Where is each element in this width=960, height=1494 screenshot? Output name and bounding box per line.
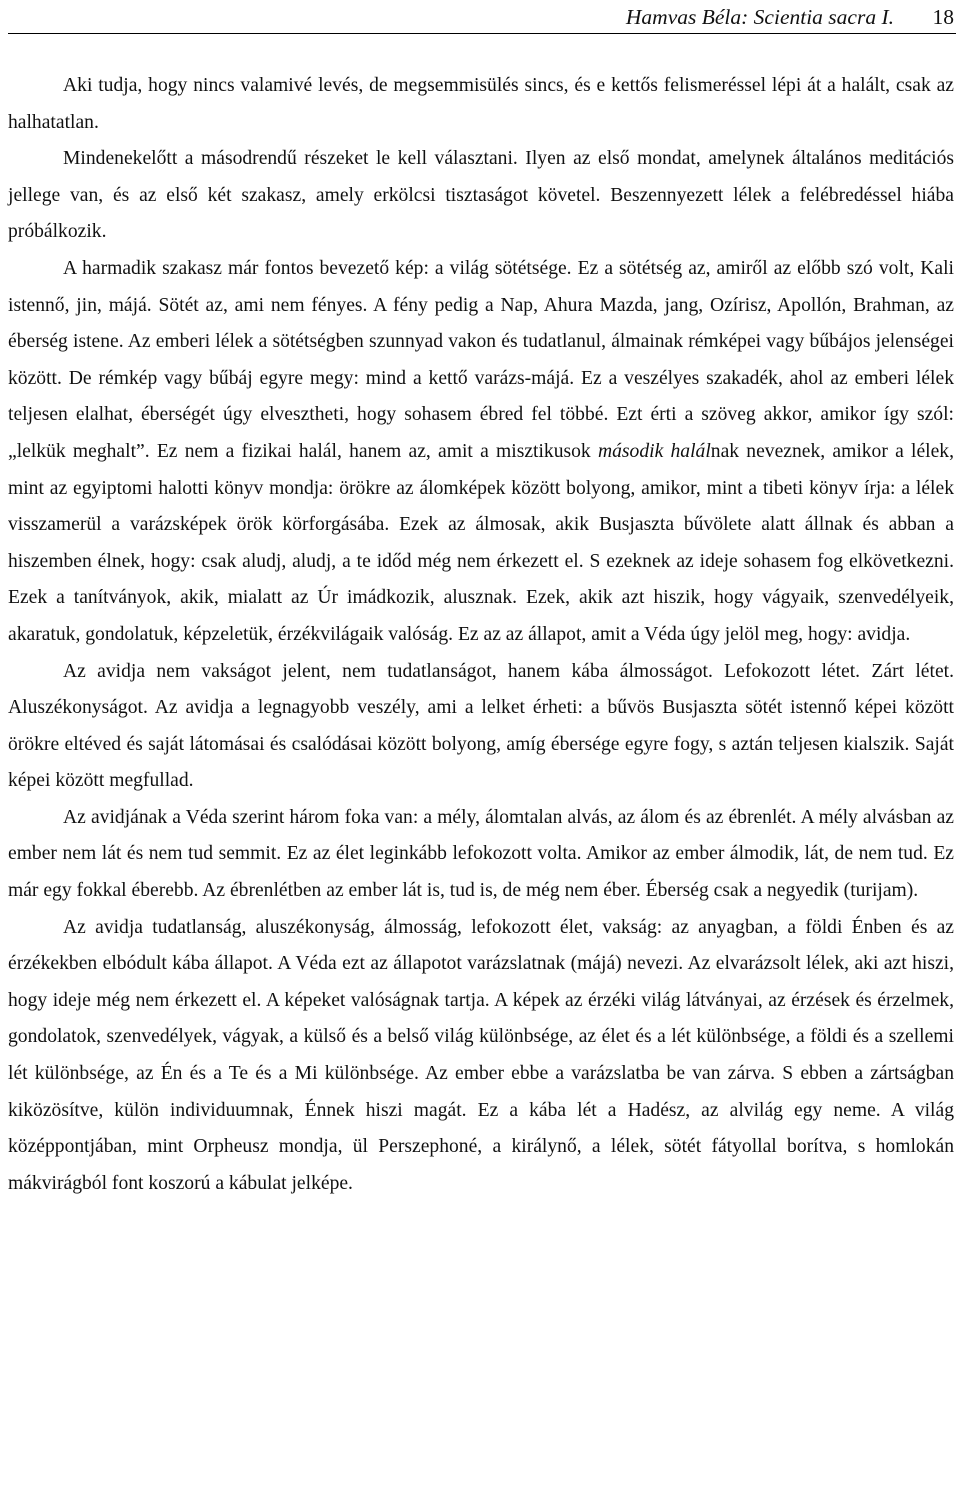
- emphasis-masodik-halal: második halál: [597, 440, 711, 462]
- paragraph-2: Mindenekelőtt a másodrendű részeket le kell választani. Ilyen az első mondat, amelynek általános meditációs jellege van, és az első két szakasz, amely erkölcsi tisztaságot követel. Beszennyezett lélek a felébredéssel hiába próbálkozik.: [8, 148, 954, 243]
- paragraph-1: Aki tudja, hogy nincs valamivé levés, de megsemmisülés sincs, és e kettős felismeréssel lépi át a halált, csak az halhatatlan.: [8, 75, 954, 133]
- main-text: [8, 68, 954, 1202]
- paragraph-6: Az avidja tudatlanság, aluszékonyság, álmosság, lefokozott élet, vakság: az anyagban, a földi Énben és az érzékekben elbódult kába állapot. A Véda ezt az állapotot varázslatnak (májá) nevezi. Az elvarázsolt lélek, aki azt hiszi, hogy ideje még nem érkezett el. A képeket valóságnak tartja. A képek az érzéki világ látványai, az érzések és érzelmek, gondolatok, szenvedélyek, vágyak, a külső és a belső világ különbsége, az élet és a lét különbsége, a földi és a szellemi lét különbsége, az Én és a Te és a Mi különbsége. Az ember ebbe a varázslatba be van zárva. S ebben a zártságban kiközösítve, külön individuumnak, Énnek hiszi magát. Ez a kába lét a Hadész, az alvilág egy neme. A világ középpontjában, mint Orpheusz mondja, ül Perszephoné, a királynő, a lélek, sötét fátyollal borítva, s homlokán mákvirágból font koszorú a kábulat jelképe.: [8, 916, 954, 1194]
- page-header: [8, 4, 956, 34]
- paragraph-5: Az avidjának a Véda szerint három foka van: a mély, álomtalan alvás, az álom és az ébrenlét. A mély alvásban az ember nem lát és nem tud semmit. Ez az élet leginkább lefokozott volta. Amikor az ember álmodik, lát, de nem tud. Ez már egy fokkal éberebb. Az ébrenlétben az ember lát is, tud is, de még nem éber. Éberség csak a negyedik (turijam).: [8, 806, 954, 902]
- paragraph-4: Az avidja nem vakságot jelent, nem tudatlanságot, hanem kába álmosságot. Lefokozott létet. Zárt létet. Aluszékonyságot. Az avidja a legnagyobb veszély, ami a lelket érheti: a bűvös Busjaszta sötét istennő képei között örökre eltéved és saját látomásai és csalódásai között bolyong, amíg ébersége egyre fogy, s aztán teljesen kialszik. Saját képei között megfullad.: [8, 660, 954, 792]
- paragraph-3: [8, 251, 954, 654]
- running-title: Hamvas Béla: Scientia sacra I.: [625, 5, 894, 29]
- page-number: 18: [932, 5, 954, 29]
- paragraph-3-text-before: A harmadik szakasz már fontos bevezető kép: a világ sötétsége. Ez a sötétség az, amiről az előbb szó volt, Kali istennő, jin, májá. Sötét az, ami nem fényes. A fény pedig a Nap, Ahura Mazda, jang, Ozírisz, Apollón, Brahman, az éberség istene. Az emberi lélek a sötétségben szunnyad vakon és tudatlanul, álmainak rémképei vagy bűbájos jelenségei között. De rémkép vagy bűbáj egyre megy: mind a kettő varázs-májá. Ez a veszélyes szakadék, ahol az emberi lélek teljesen elalhat, éberségét úgy elvesztheti, hogy sohasem ébred fel többé. Ezt érti a szöveg akkor, amikor így szól: „lelkük meghalt”. Ez nem a fizikai halál, hanem az, amit a misztikusok: [8, 257, 954, 462]
- paragraph-3-text-after: nak neveznek, amikor a lélek, mint az egyiptomi halotti könyv mondja: örökre az álomképek között bolyong, amikor, mint a tibeti könyv írja: a lélek visszamerül a varázsképek örök körforgásába. Ezek az álmosak, akik Busjaszta bűvölete alatt állnak és abban a hiszemben élnek, hogy: csak aludj, aludj, a te időd még nem érkezett el. S ezeknek az ideje sohasem fog elkövetkezni. Ezek a tanítványok, akik, mialatt az Úr imádkozik, alusznak. Ezek, akik azt hiszik, hogy vágyaik, szenvedélyeik, akaratuk, gondolatuk, képzeletük, érzékvilágaik valóság. Ez az az állapot, amit a Véda úgy jelöl meg, hogy: avidja.: [8, 440, 954, 645]
